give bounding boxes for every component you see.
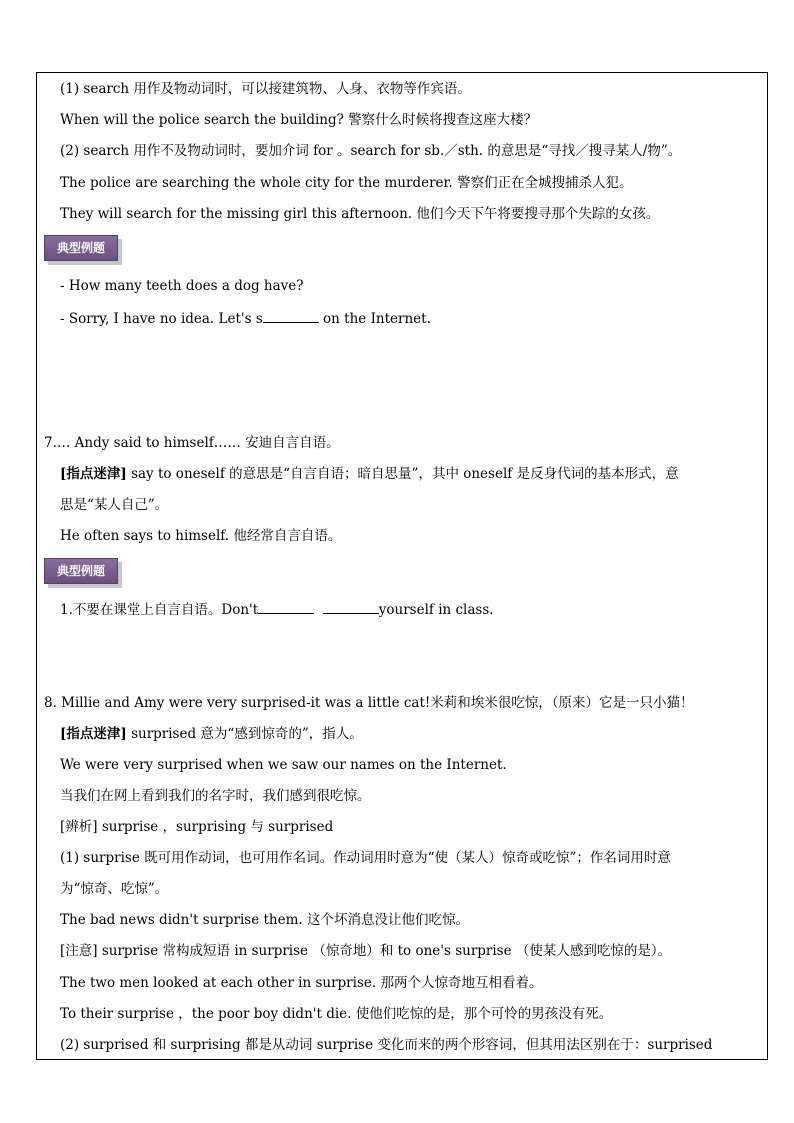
section-8-analysis: [辨析] surprise ，surprising 与 surprised [60,819,334,835]
section-7-example: He often says to himself. 他经常自言自语。 [60,528,342,544]
section-8-attention: [注意] surprise 常构成短语 in surprise （惊奇地）和 to one's surprise （使某人感到吃惊的是）。 [60,943,672,959]
section-8-tips [60,725,363,743]
exercise-1-line-2 [60,309,431,328]
section-7-heading: 7.… Andy said to himself…… 安迪自言自语。 [44,435,340,451]
section-8-example-zh: 当我们在网上看到我们的名字时，我们感到很吃惊。 [60,788,371,804]
exercise-1-prompt: - Sorry, I have no idea. Let's s [60,311,263,327]
search-example-3: They will search for the missing girl this afternoon. 他们今天下午将要搜寻那个失踪的女孩。 [60,206,660,222]
section-8-note-1: (1) surprise 既可用作动词，也可用作名词。作动词用时意为“使（某人）惊奇或吃惊”；作名词用时意 [60,850,671,866]
section-7-tips [60,465,679,483]
answer-blank [323,600,379,614]
answer-blank [258,600,314,614]
section-8-example-en: We were very surprised when we saw our names on the Internet. [60,757,507,773]
section-8-example-3: The two men looked at each other in surprise. 那两个人惊奇地互相看着。 [60,975,543,991]
search-example-1: When will the police search the building? 警察什么时候将搜查这座大楼？ [60,112,538,128]
tips-tag: [指点迷津] [60,726,127,742]
exercise-2-prompt: 1.不要在课堂上自言自语。Don't [60,602,259,618]
tips-tag: [指点迷津] [60,466,127,482]
exercise-2-tail: yourself in class. [378,602,494,618]
tips-text: surprised 意为“感到惊奇的”，指人。 [126,726,363,742]
search-note-2: (2) search 用作不及物动词时，要加介词 for 。search for sb.／sth. 的意思是“寻找／搜寻某人/物”。 [60,143,682,159]
section-8-note-2: (2) surprised 和 surprising 都是从动词 surprise 变化而来的两个形容词，但其用法区别在于：surprised [60,1037,713,1053]
search-example-2: The police are searching the whole city for the murderer. 警察们正在全城搜捕杀人犯。 [60,175,633,191]
section-8-note-1-cont: 为“惊奇、吃惊”。 [60,881,169,897]
badge-label: 典型例题 [56,564,105,578]
section-8-example-4: To their surprise ，the poor boy didn't die. 使他们吃惊的是，那个可怜的男孩没有死。 [60,1006,613,1022]
section-8-example-2: The bad news didn't surprise them. 这个坏消息没让他们吃惊。 [60,912,469,928]
answer-blank [263,309,319,323]
typical-example-badge-2 [44,558,122,588]
search-note-1: (1) search 用作及物动词时，可以接建筑物、人身、衣物等作宾语。 [60,81,471,97]
exercise-1-line-1: - How many teeth does a dog have? [60,278,304,294]
typical-example-badge-1 [44,235,122,265]
badge-label: 典型例题 [56,241,105,255]
exercise-1-tail: on the Internet. [318,311,431,327]
exercise-2-line [60,600,494,619]
tips-text: say to oneself 的意思是“自言自语；暗自思量”，其中 oneself 是反身代词的基本形式，意 [126,466,679,482]
section-8-heading: 8. Millie and Amy were very surprised-it was a little cat!米莉和埃米很吃惊，（原来）它是一只小猫！ [44,695,694,711]
section-7-tips-cont: 思是“某人自己”。 [60,497,169,513]
